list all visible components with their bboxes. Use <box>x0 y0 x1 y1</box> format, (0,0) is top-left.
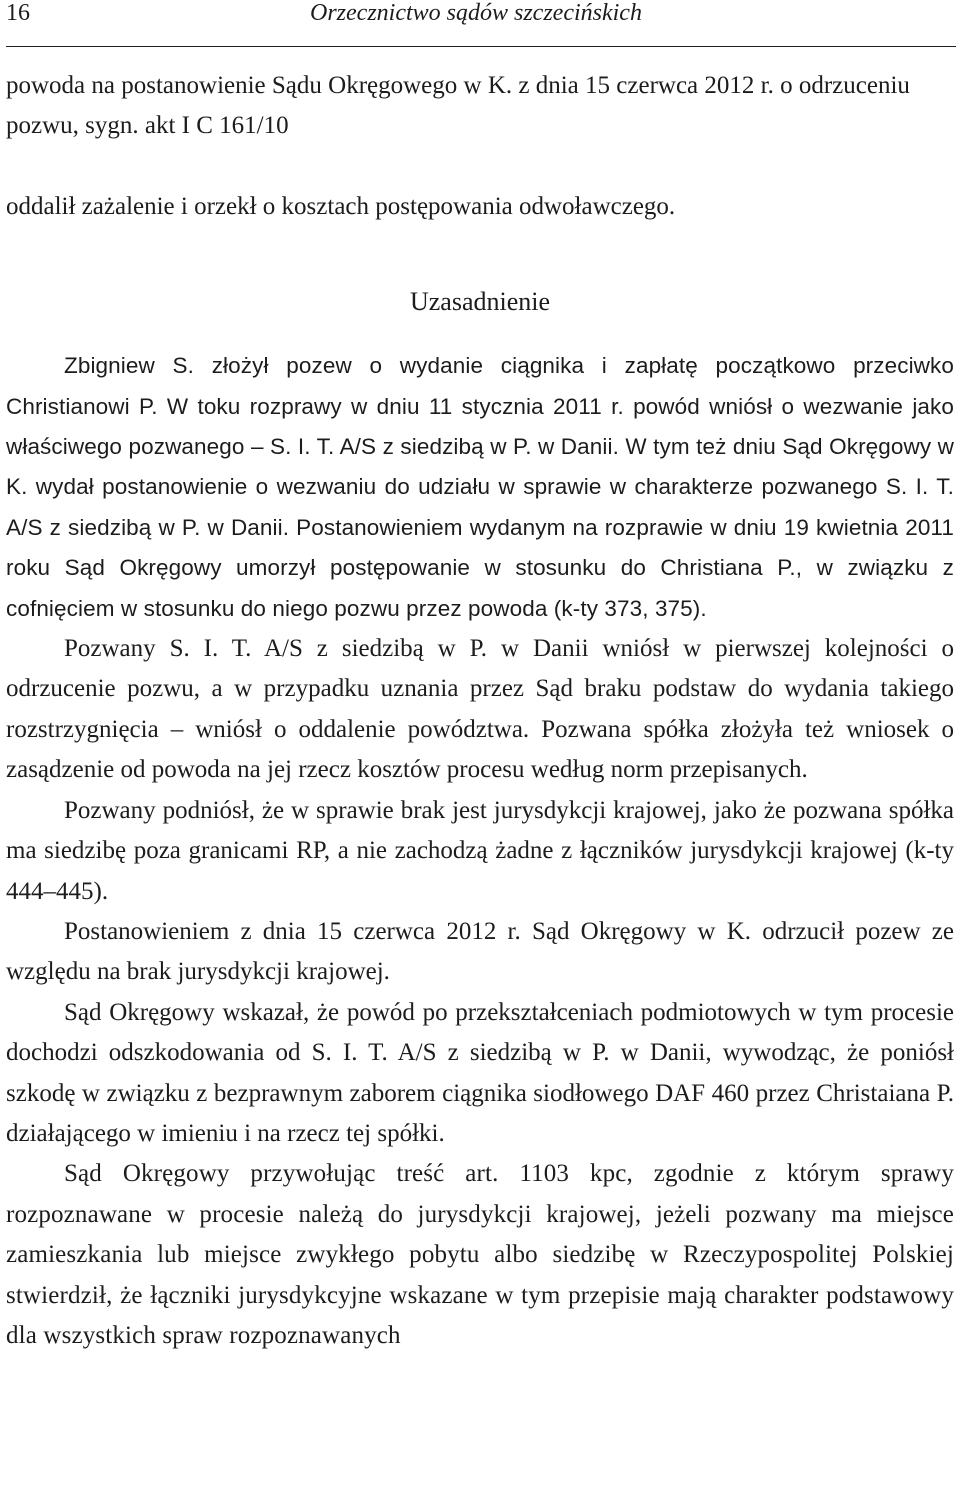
body-paragraph-3: Pozwany podniósł, że w sprawie brak jest jurysdykcji krajowej, jako że pozwana spółka ma siedzibę poza granicami RP, a nie zachodzą żadne z łączników jurysdykcji krajowej (k-ty 444–445). <box>6 796 954 905</box>
section-heading: Uzasadnienie <box>409 287 551 317</box>
body-paragraph-2: Pozwany S. I. T. A/S z siedzibą w P. w Danii wniósł w pierwszej kolejności o odrzucenie pozwu, a w przypadku uznania przez Sąd braku podstaw do wydania takiego rozstrzygnięcia – wniósł o oddalenie powództwa. Pozwana spółka złożyła też wniosek o zasądzenie od powoda na jej rzecz kosztów procesu według norm przepisanych. <box>6 635 954 784</box>
body-paragraph-4: Postanowieniem z dnia 15 czerwca 2012 r. Sąd Okręgowy w K. odrzucił pozew ze względu na brak jurysdykcji krajowej. <box>6 917 954 986</box>
page-header <box>6 0 956 47</box>
body-paragraph-1: Zbigniew S. złożył pozew o wydanie ciągnika i zapłatę początkowo przeciwko Christianowi P. W toku rozprawy w dniu 11 stycznia 2011 r. powód wniósł o wezwanie jako właściwego pozwanego – S. I. T. A/S z siedzibą w P. w Danii. W tym też dniu Sąd Okręgowy w K. wydał postanowienie o wezwaniu do udziału w sprawie w charakterze pozwanego S. I. T. A/S z siedzibą w P. w Danii. Postanowieniem wydanym na rozprawie w dniu 19 kwietnia 2011 roku Sąd Okręgowy umorzył postępowanie w stosunku do Christiana P., w związku z cofnięciem w stosunku do niego pozwu przez powoda (k-ty 373, 375). <box>6 353 954 621</box>
body-paragraph-5: Sąd Okręgowy wskazał, że powód po przekształceniach podmiotowych w tym procesie dochodzi odszkodowania od S. I. T. A/S z siedzibą w P. w Danii, wywodząc, że poniósł szkodę w związku z bezprawnym zaborem ciągnika siodłowego DAF 460 przez Christaiana P. działającego w imieniu i na rzecz tej spółki. <box>6 998 954 1147</box>
intro-paragraph: powoda na postanowienie Sądu Okręgowego w K. z dnia 15 czerwca 2012 r. o odrzuceniu pozwu, sygn. akt I C 161/10 <box>6 72 910 140</box>
body-paragraph-6: Sąd Okręgowy przywołując treść art. 1103 kpc, zgodnie z którym sprawy rozpoznawane w procesie należą do jurysdykcji krajowej, jeżeli pozwany ma miejsce zamieszkania lub miejsce zwykłego pobytu albo siedzibę w Rzeczypospolitej Polskiej stwierdził, że łączniki jurysdykcyjne wskazane w tym przepisie mają charakter podstawowy dla wszystkich spraw rozpoznawanych <box>6 1160 954 1349</box>
document-body <box>6 66 954 1356</box>
running-title: Orzecznictwo sądów szczecińskich <box>310 0 642 26</box>
ruling-paragraph: oddalił zażalenie i orzekł o kosztach postępowania odwoławczego. <box>6 192 676 220</box>
page-number: 16 <box>6 0 30 26</box>
